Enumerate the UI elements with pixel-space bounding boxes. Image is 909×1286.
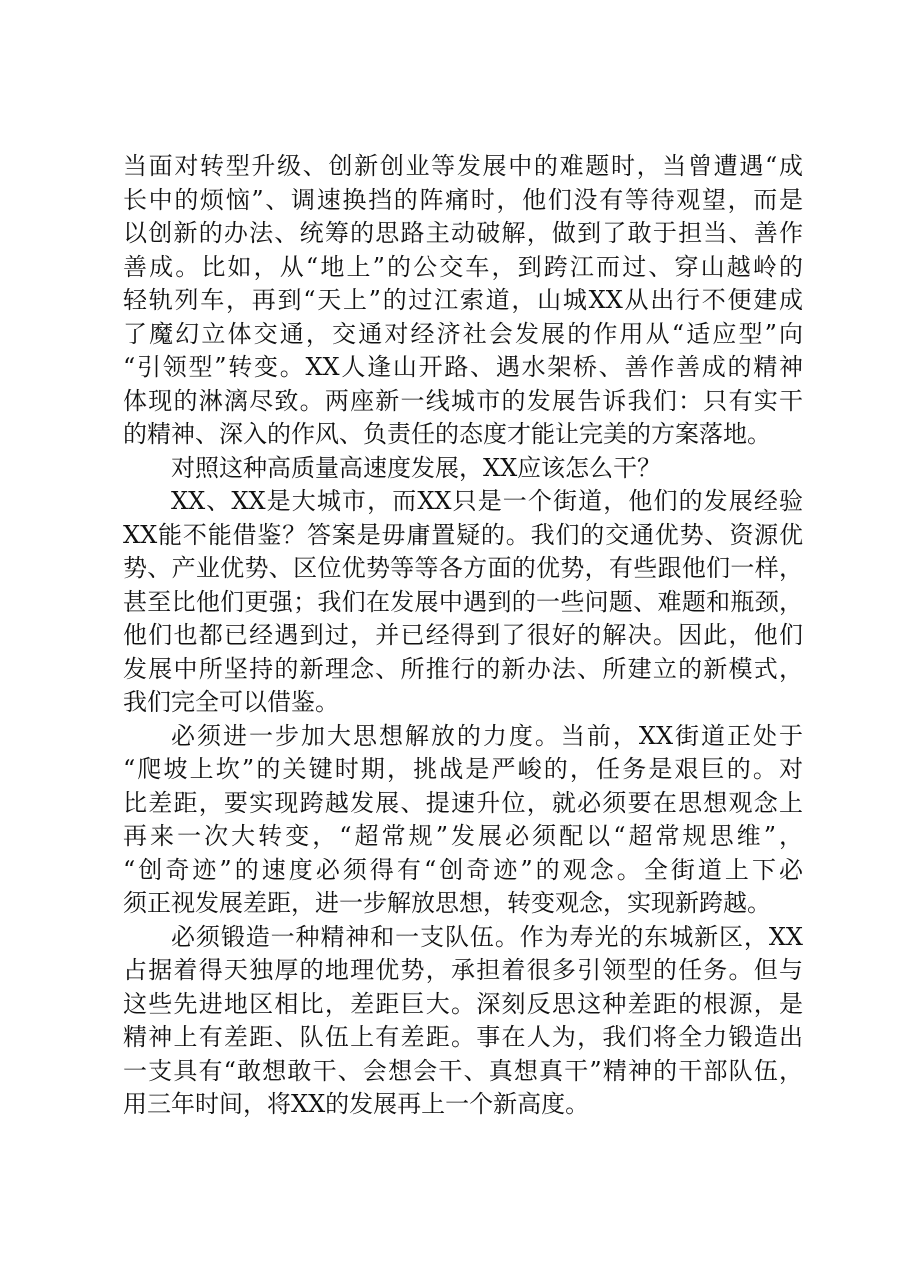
paragraph — [123, 150, 803, 452]
document-body — [123, 150, 803, 1122]
text-line: 他们也都已经遇到过，并已经得到了很好的解决。因此，他们 — [123, 621, 803, 649]
text-line: 的精神、深入的作风、负责任的态度才能让完美的方案落地。 — [123, 420, 771, 448]
text-line: 必须进一步加大思想解放的力度。当前，XX街道正处于 — [171, 721, 803, 750]
text-line: 对照这种高质量高速度发展，XX应该怎么干？ — [171, 453, 662, 482]
text-line: 须正视发展差距，进一步解放思想，转变观念，实现新跨越。 — [123, 889, 771, 917]
text-line: “爬坡上坎”的关键时期，挑战是严峻的，任务是艰巨的。对 — [123, 755, 803, 783]
paragraph — [123, 485, 803, 720]
text-line: 势、产业优势、区位优势等等各方面的优势，有些跟他们一样， — [123, 554, 803, 582]
text-line: XX能不能借鉴？答案是毋庸置疑的。我们的交通优势、资源优 — [123, 520, 803, 549]
text-line: 这些先进地区相比，差距巨大。深刻反思这种差距的根源，是 — [123, 989, 803, 1018]
text-line: 发展中所坚持的新理念、所推行的新办法、所建立的新模式， — [123, 654, 803, 683]
text-line: 一支具有“敢想敢干、会想会干、真想真干”精神的干部队伍， — [123, 1056, 803, 1085]
text-line: 以创新的办法、统筹的思路主动破解，做到了敢于担当、善作 — [123, 219, 803, 247]
text-line: 再来一次大转变，“超常规”发展必须配以“超常规思维”， — [123, 822, 803, 850]
text-line: XX、XX是大城市，而XX只是一个街道，他们的发展经验 — [171, 487, 803, 515]
text-line: 了魔幻立体交通，交通对经济社会发展的作用从“适应型”向 — [123, 319, 803, 348]
text-line: 当面对转型升级、创新创业等发展中的难题时，当曾遭遇“成 — [123, 152, 803, 180]
text-line: “创奇迹”的速度必须得有“创奇迹”的观念。全街道上下必 — [123, 855, 803, 884]
text-line: 占据着得天独厚的地理优势，承担着很多引领型的任务。但与 — [123, 956, 803, 984]
paragraph — [123, 720, 803, 921]
paragraph — [123, 921, 803, 1122]
text-line: “引领型”转变。XX人逢山开路、遇水架桥、善作善成的精神 — [123, 353, 803, 381]
text-line: 用三年时间，将XX的发展再上一个新高度。 — [123, 1090, 590, 1118]
text-line: 善成。比如，从“地上”的公交车，到跨江而过、穿山越岭的 — [123, 252, 803, 281]
text-line: 必须锻造一种精神和一支队伍。作为寿光的东城新区，XX — [171, 922, 803, 951]
text-line: 比差距，要实现跨越发展、提速升位，就必须要在思想观念上 — [123, 788, 803, 817]
text-line: 长中的烦恼”、调速换挡的阵痛时，他们没有等待观望，而是 — [123, 185, 803, 214]
text-line: 我们完全可以借鉴。 — [123, 688, 339, 716]
text-line: 甚至比他们更强；我们在发展中遇到的一些问题、难题和瓶颈， — [123, 587, 803, 616]
text-line: 轻轨列车，再到“天上”的过江索道，山城XX从出行不便建成 — [123, 286, 803, 314]
text-line: 精神上有差距、队伍上有差距。事在人为，我们将全力锻造出 — [123, 1023, 803, 1051]
text-line: 体现的淋漓尽致。两座新一线城市的发展告诉我们：只有实干 — [123, 386, 803, 415]
paragraph — [123, 452, 803, 486]
